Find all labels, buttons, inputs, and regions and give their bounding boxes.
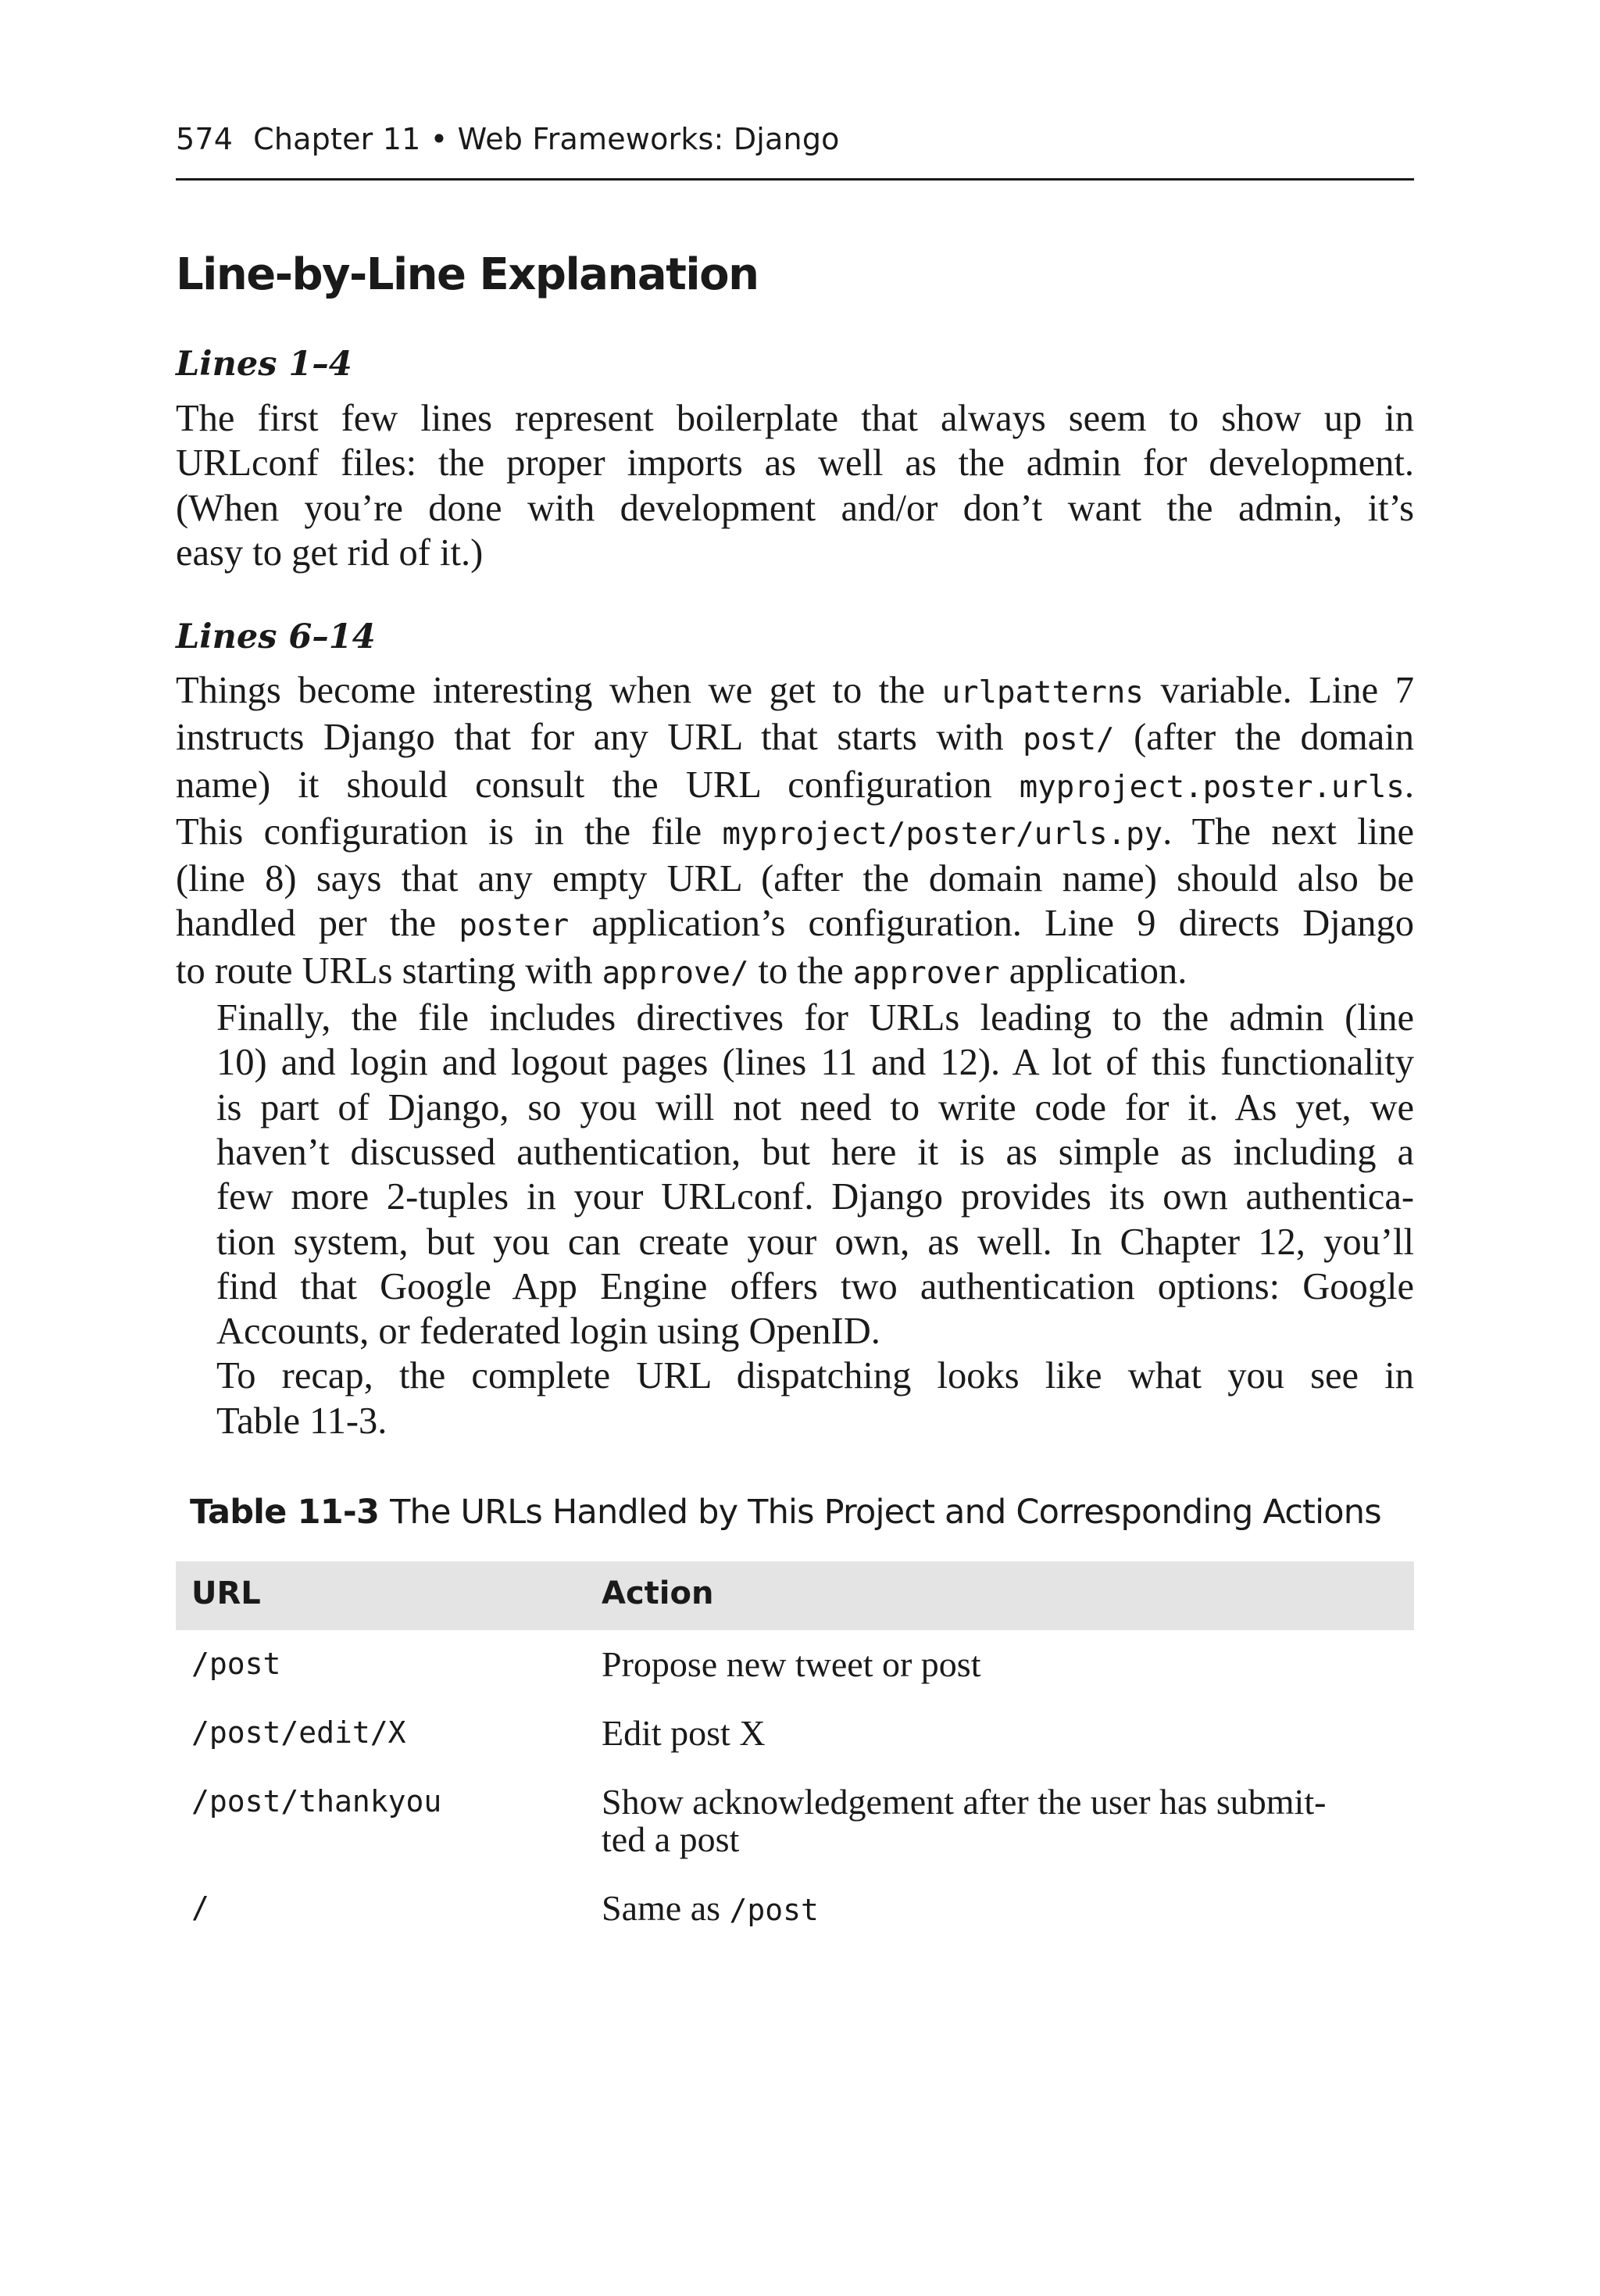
section-title: Line-by-Line Explanation [176, 249, 759, 300]
url-table [176, 1561, 1414, 1943]
page-number: 574 [176, 122, 234, 156]
inline-code: urlpatterns [941, 675, 1144, 710]
url-cell: / [191, 1890, 209, 1925]
table-label: Table 11-3 [190, 1493, 380, 1532]
text-line: few more 2-tuples in your URLconf. Django provides its own authentica- [216, 1176, 1414, 1218]
text-line: (When you’re done with development and/or don’t want the admin, it’s [176, 487, 1414, 529]
action-cell: Edit post X [602, 1713, 766, 1753]
action-cell: Same as /post [602, 1888, 819, 1928]
paragraph-lines-1-4 [176, 396, 1414, 575]
url-cell: /post [191, 1647, 281, 1681]
text-line: instructs Django that for any URL that starts with post/ (after the domain [176, 717, 1414, 759]
table-row [176, 1699, 1414, 1768]
text-line: name) it should consult the URL configuration myproject.poster.urls. [176, 764, 1414, 806]
paragraph-lines-6-14 [176, 668, 1414, 1443]
text-line: The first few lines represent boilerplate that always seem to show up in [176, 398, 1414, 439]
url-cell: /post/thankyou [191, 1784, 442, 1819]
action-cell: Propose new tweet or post [602, 1644, 981, 1684]
text-line: This configuration is in the file myproject/poster/urls.py. The next line [176, 810, 1414, 853]
text-line: to route URLs starting with approve/ to the approver application. [176, 950, 1188, 992]
text-line: tion system, but you can create your own, as well. In Chapter 12, you’ll [216, 1221, 1414, 1263]
table-caption [190, 1489, 1381, 1536]
text-line: (line 8) says that any empty URL (after the domain name) should also be [176, 858, 1414, 900]
running-head [176, 117, 1414, 161]
table-caption-text: The URLs Handled by This Project and Corresponding Actions [390, 1493, 1381, 1532]
text-line: handled per the poster application’s configuration. Line 9 directs Django [176, 903, 1414, 945]
inline-code: myproject.poster.urls [1019, 769, 1405, 805]
table-header-row [176, 1561, 1414, 1630]
inline-code: poster [459, 908, 570, 944]
text-line: To recap, the complete URL dispatching looks like what you see in [216, 1355, 1414, 1397]
header-url: URL [191, 1575, 261, 1611]
inline-code: myproject/poster/urls.py [722, 816, 1163, 852]
subheading-lines-1-4: Lines 1–4 [176, 345, 352, 384]
action-cell: Show acknowledgement after the user has submit- ted a post [602, 1782, 1327, 1859]
text-line: Things become interesting when we get to the urlpatterns variable. Line 7 [176, 670, 1414, 711]
inline-code: approver [852, 955, 1000, 991]
table-row [176, 1874, 1414, 1943]
text-line: Finally, the file includes directives for URLs leading to the admin (line [216, 997, 1414, 1039]
text-line: Table 11-3. [216, 1400, 388, 1442]
inline-code: approve/ [602, 955, 749, 991]
text-line: URLconf files: the proper imports as well as the admin for development. [176, 442, 1414, 485]
text-line: find that Google App Engine offers two authentication options: Google [216, 1265, 1414, 1307]
text-line: 10) and login and logout pages (lines 11 and 12). A lot of this functionality [216, 1042, 1414, 1084]
table-row [176, 1768, 1414, 1874]
inline-code: /post [729, 1893, 819, 1927]
text-line: haven’t discussed authentication, but here it is as simple as including a [216, 1131, 1414, 1173]
chapter-title: Chapter 11 • Web Frameworks: Django [253, 122, 840, 156]
inline-code: post/ [1023, 722, 1115, 758]
text-line: easy to get rid of it.) [176, 531, 484, 574]
subheading-lines-6-14: Lines 6–14 [176, 617, 376, 656]
table-row [176, 1630, 1414, 1699]
url-cell: /post/edit/X [191, 1715, 406, 1750]
header-rule [176, 178, 1414, 181]
text-line: Accounts, or federated login using OpenID. [216, 1311, 880, 1353]
header-action: Action [602, 1575, 714, 1611]
text-line: is part of Django, so you will not need to write code for it. As yet, we [216, 1086, 1414, 1128]
